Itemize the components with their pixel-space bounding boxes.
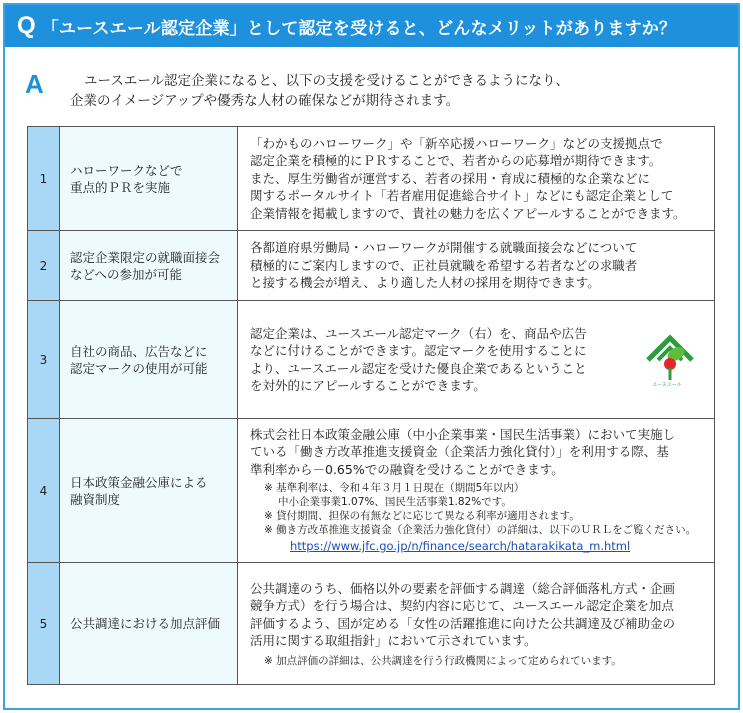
row-number: 2 [28, 231, 60, 301]
logo-text: ユースエール [652, 381, 682, 388]
row-number: 1 [28, 127, 60, 231]
desc-line: 各都道府県労働局・ハローワークが開催する就職面接会などについて [250, 240, 638, 256]
note-line: ※ 貸付期間、担保の有無などに応じて異なる利率が適用されます。 [264, 510, 580, 522]
table-row [28, 419, 715, 563]
desc-line: 認定企業を積極的にＰＲすることで、若者からの応募増が期待できます。 [250, 153, 662, 169]
row-description [238, 231, 715, 301]
desc-line: ている「働き方改革推進支援資金（企業活力強化貸付）」を利用する際、基 [250, 444, 669, 459]
desc-line: 公共調達のうち、価格以外の要素を評価する調達（総合評価落札方式・企画 [250, 580, 676, 596]
row-title [60, 231, 238, 301]
row-number: 4 [28, 419, 60, 563]
desc-line: 企業情報を掲載しますので、貴社の魅力を広くアピールすることができます。 [250, 205, 686, 221]
answer-line: ユースエール認定企業になると、以下の支援を受けることができるようになり、 [84, 73, 570, 89]
answer-line: 企業のイメージアップや優秀な人材の確保などが期待されます。 [70, 93, 460, 109]
row-description [238, 563, 715, 685]
row-title [60, 563, 238, 685]
row-title-line: 融資制度 [70, 491, 121, 507]
note-line: ※ 働き方改革推進支援資金（企業活力強化貸付）の詳細は、以下のＵＲＬをご覧ください。 [264, 524, 697, 536]
desc-line: 準利率から－0.65%での融資を受けることができます。 [250, 461, 564, 477]
row-title [60, 419, 238, 563]
row-title-line: 自社の商品、広告などに [70, 343, 208, 359]
desc-line: を対外的にアピールすることができます。 [250, 378, 486, 393]
row-description [238, 127, 715, 231]
jfc-url-link[interactable]: https://www.jfc.go.jp/n/finance/search/hatarakikata_m.html [290, 539, 631, 553]
desc-line: などに付けることができます。認定マークを使用することに [250, 343, 587, 358]
table-row [28, 563, 715, 685]
row-description [238, 419, 715, 563]
desc-line: と接する機会が増え、より適した人材の採用を期待できます。 [250, 275, 600, 291]
row-title [60, 127, 238, 231]
desc-line: 競争方式）を行う場合は、契約内容に応じて、ユースエール認定企業を加点 [250, 598, 674, 613]
question-text: 「ユースエール認定企業」として認定を受けると、どんなメリットがありますか？ [41, 18, 677, 39]
desc-line: 積極的にご案内しますので、正社員就職を希望する若者などの求職者 [250, 257, 638, 273]
desc-line: より、ユースエール認定を受けた優良企業であるということ [250, 360, 587, 376]
row-title-line: 公共調達における加点評価 [70, 616, 221, 631]
row-title-line: 重点的ＰＲを実施 [70, 179, 171, 195]
note-line: ※ 基準利率は、令和４年３月１日現在（期間5年以内） [264, 482, 525, 494]
desc-line: 活用に関する取組指針」において示されています。 [250, 633, 537, 648]
row-number: 3 [28, 301, 60, 419]
row-title [60, 301, 238, 419]
row-number: 5 [28, 563, 60, 685]
youth-yell-logo-icon [640, 330, 700, 390]
row-title-line: 認定企業限定の就職面接会 [70, 249, 221, 265]
table-row [28, 231, 715, 301]
note-line: ※ 加点評価の詳細は、公共調達を行う行政機関によって定められています。 [264, 654, 622, 667]
table-row [28, 301, 715, 419]
row-title-line: などへの参加が可能 [70, 266, 183, 282]
answer-text [70, 71, 569, 111]
row-title-line: 認定マークの使用が可能 [70, 360, 208, 376]
question-mark: Q [17, 12, 36, 39]
answer-mark: A [25, 69, 44, 99]
desc-line: 関するポータルサイト「若者雇用促進総合サイト」などにも認定企業として [250, 188, 674, 204]
row-title-line: ハローワークなどで [70, 162, 183, 178]
benefits-table [27, 126, 715, 685]
table-row [28, 127, 715, 231]
desc-line: 「わかものハローワーク」や「新卒応援ハローワーク」などの支援拠点で [250, 135, 663, 151]
row-description [238, 301, 715, 419]
row-title-line: 日本政策金融公庫による [70, 474, 208, 490]
desc-line: 認定企業は、ユースエール認定マーク（右）を、商品や広告 [250, 325, 587, 341]
desc-line: また、厚生労働省が運営する、若者の採用・育成に積極的な企業などに [250, 170, 651, 186]
question-bar [5, 5, 738, 47]
note-line: 中小企業事業1.07%、国民生活事業1.82%です。 [278, 496, 512, 508]
desc-line: 株式会社日本政策金融公庫（中小企業事業・国民生活事業）において実施し [250, 426, 676, 442]
desc-line: 評価するよう、国が定める「女性の活躍推進に向けた公共調達及び補助金の [250, 615, 676, 631]
